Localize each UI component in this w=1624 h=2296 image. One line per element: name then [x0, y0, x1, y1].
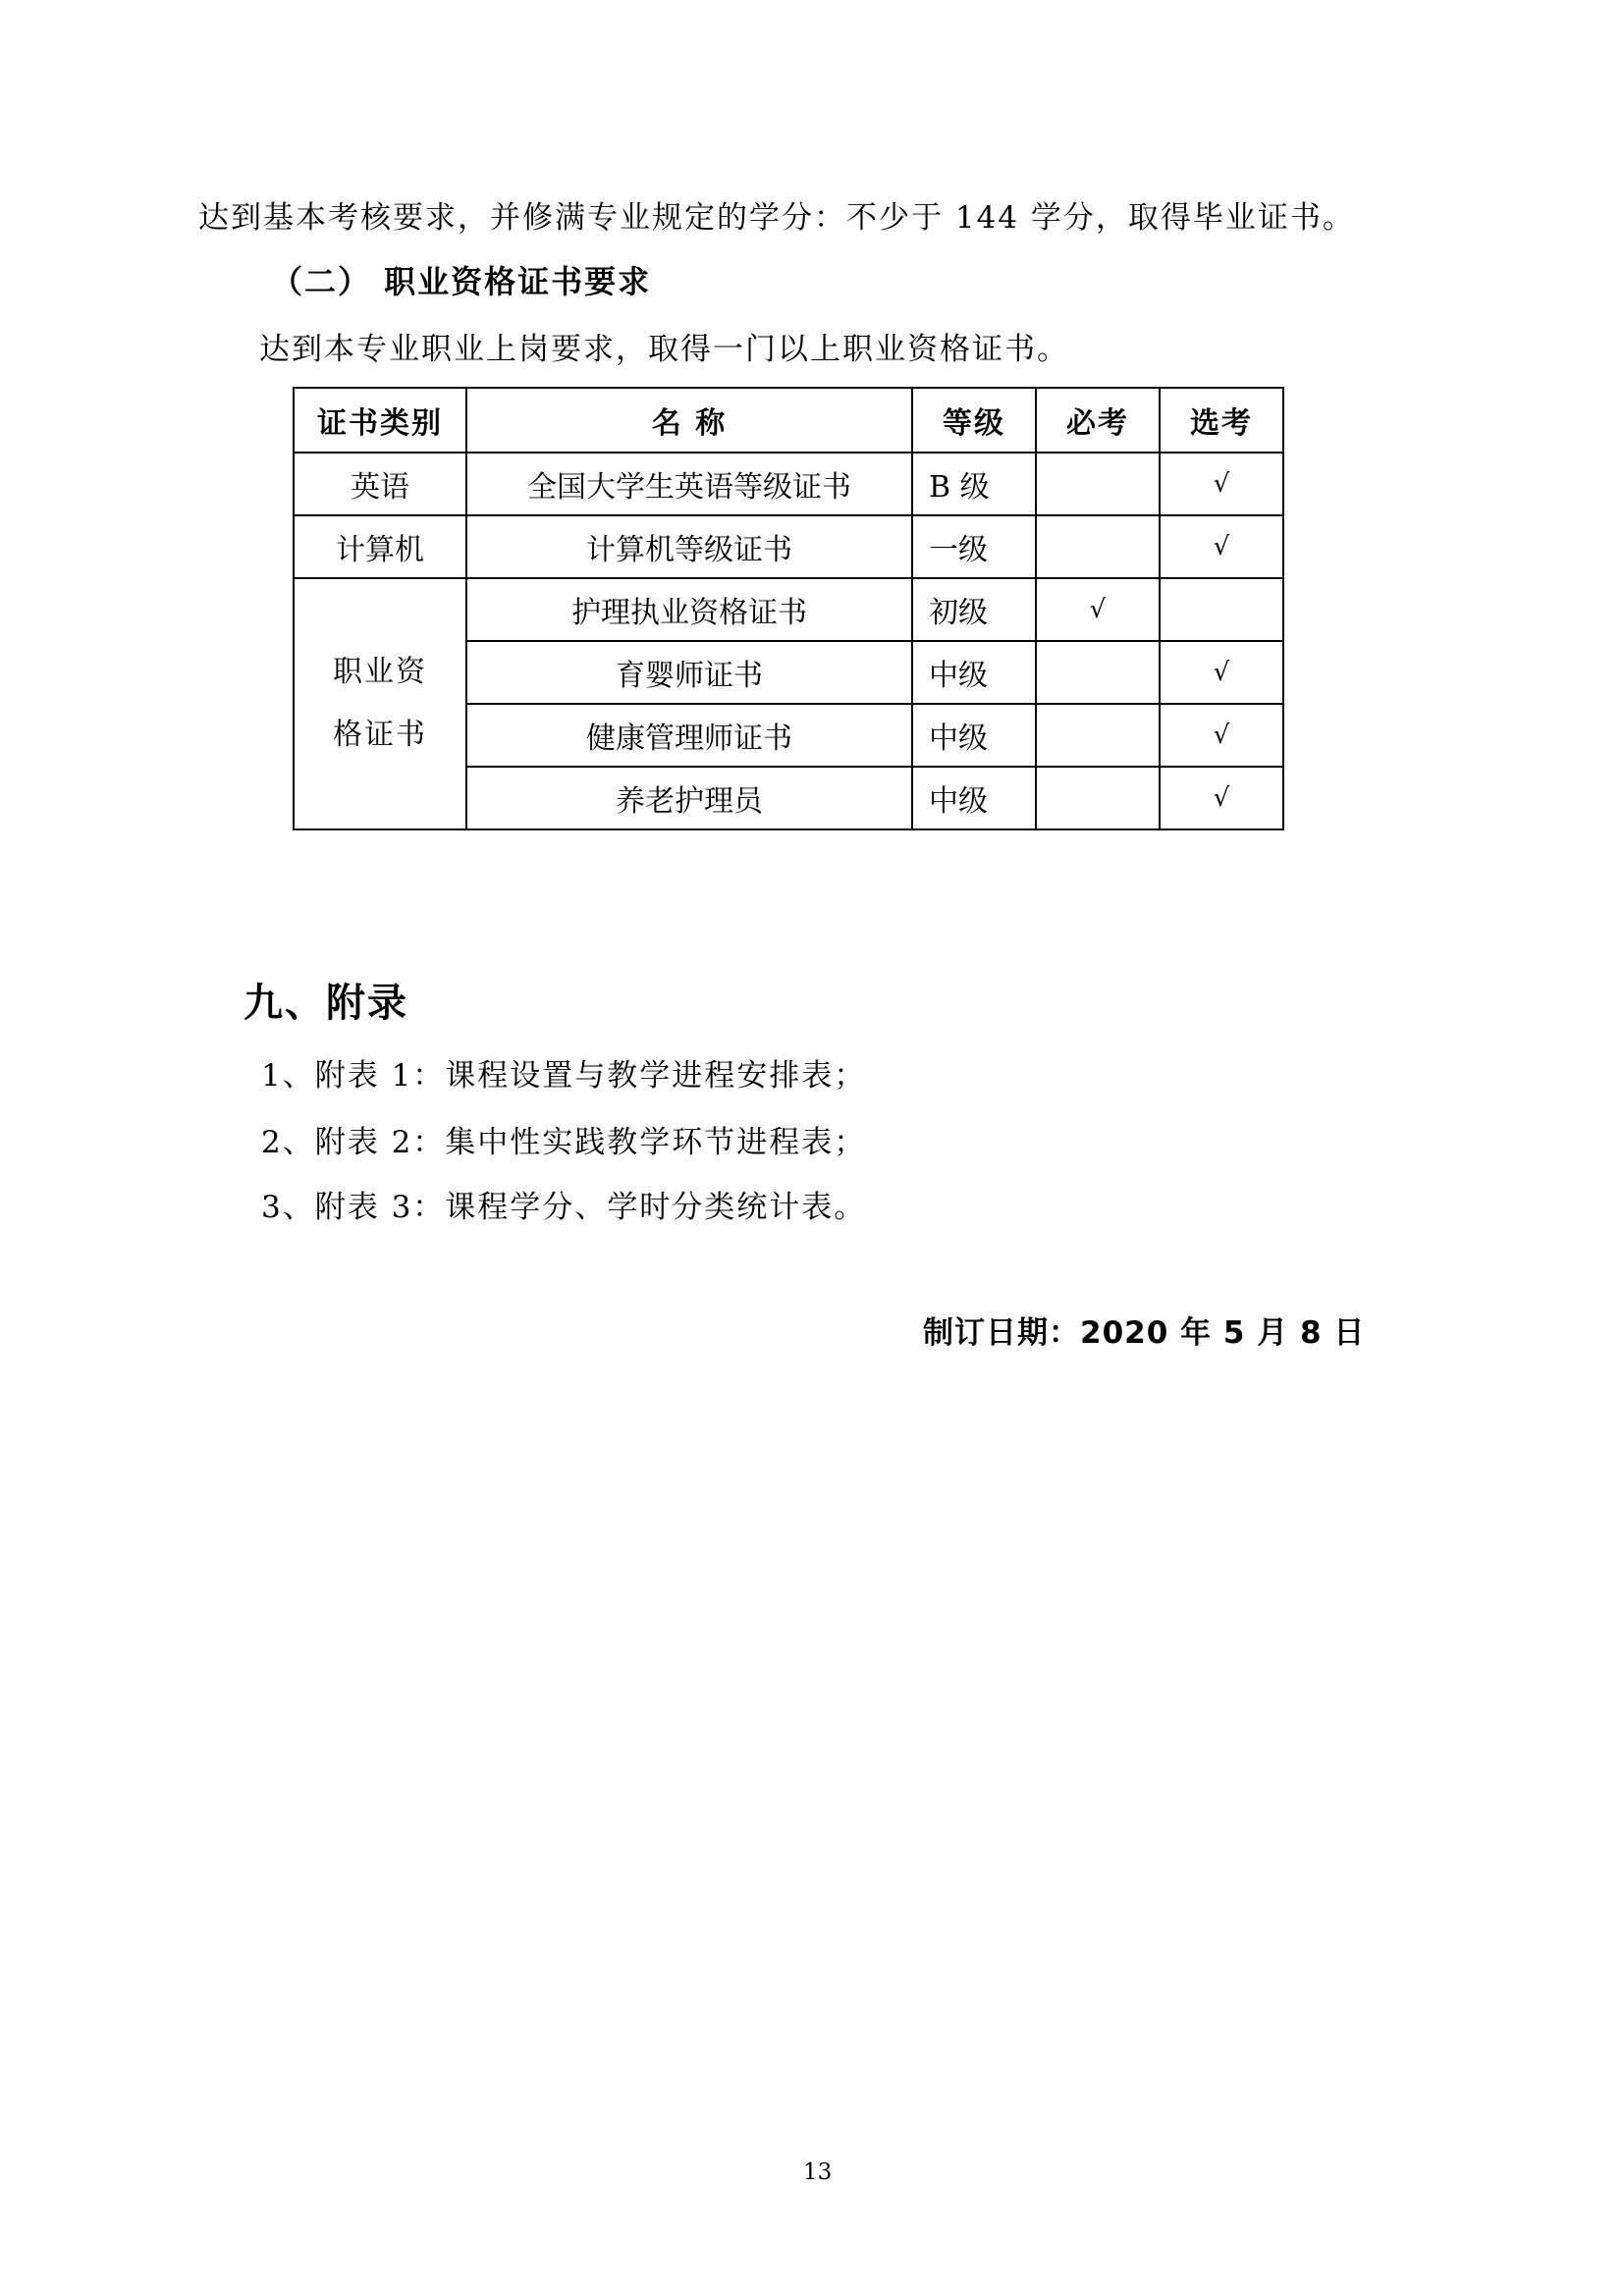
- cell-grade: 中级: [912, 767, 1036, 829]
- appendix-item: 3、附表 3：课程学分、学时分类统计表。: [261, 1190, 867, 1225]
- category-line-1: 职业资: [333, 655, 427, 689]
- cell-name: 养老护理员: [466, 767, 912, 829]
- cell-required: √: [1036, 578, 1160, 641]
- cell-name: 护理执业资格证书: [466, 578, 912, 641]
- cell-elective: √: [1160, 453, 1283, 515]
- cell-required: [1036, 641, 1160, 704]
- certificate-table: [293, 387, 1284, 830]
- table-row: [294, 578, 1283, 641]
- cell-name: 健康管理师证书: [466, 704, 912, 767]
- cell-category-merged: [294, 578, 466, 829]
- cell-elective: √: [1160, 767, 1283, 829]
- cell-grade: 中级: [912, 641, 1036, 704]
- certificate-requirement-text: 达到本专业职业上岗要求，取得一门以上职业资格证书。: [259, 332, 1069, 367]
- header-elective: 选考: [1160, 388, 1283, 453]
- cell-required: [1036, 515, 1160, 578]
- header-required: 必考: [1036, 388, 1160, 453]
- appendix-heading: 九、附录: [244, 981, 408, 1026]
- graduation-requirement-text: 达到基本考核要求，并修满专业规定的学分：不少于 144 学分，取得毕业证书。: [198, 200, 1355, 236]
- table-row: [294, 453, 1283, 515]
- cell-name: 育婴师证书: [466, 641, 912, 704]
- category-line-2: 格证书: [333, 718, 427, 752]
- cell-elective: √: [1160, 641, 1283, 704]
- cell-name: 计算机等级证书: [466, 515, 912, 578]
- cell-elective: √: [1160, 704, 1283, 767]
- appendix-item: 2、附表 2：集中性实践教学环节进程表；: [261, 1125, 867, 1160]
- cell-name: 全国大学生英语等级证书: [466, 453, 912, 515]
- cell-grade: B 级: [912, 453, 1036, 515]
- cell-grade: 初级: [912, 578, 1036, 641]
- header-grade: 等级: [912, 388, 1036, 453]
- table-header-row: [294, 388, 1283, 453]
- table-row: [294, 515, 1283, 578]
- header-category: 证书类别: [294, 388, 466, 453]
- page-number: 13: [803, 2160, 833, 2185]
- header-name: 名 称: [466, 388, 912, 453]
- cell-grade: 一级: [912, 515, 1036, 578]
- cell-grade: 中级: [912, 704, 1036, 767]
- cell-elective: [1160, 578, 1283, 641]
- section-heading-certificates: （二） 职业资格证书要求: [271, 263, 652, 300]
- revision-date: 制订日期：2020 年 5 月 8 日: [923, 1315, 1366, 1351]
- cell-category: 英语: [294, 453, 466, 515]
- cell-required: [1036, 453, 1160, 515]
- cell-elective: √: [1160, 515, 1283, 578]
- appendix-item: 1、附表 1：课程设置与教学进程安排表；: [261, 1058, 867, 1094]
- cell-required: [1036, 767, 1160, 829]
- cell-required: [1036, 704, 1160, 767]
- cell-category: 计算机: [294, 515, 466, 578]
